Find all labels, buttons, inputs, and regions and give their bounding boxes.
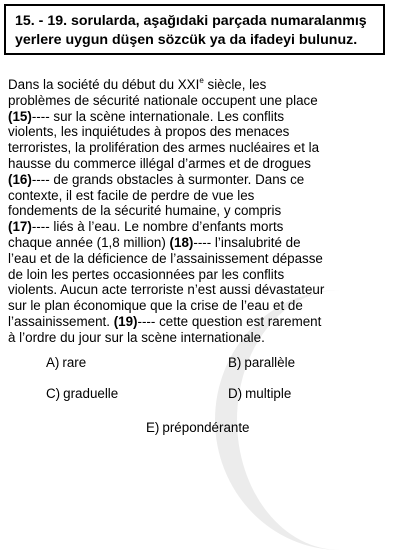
option-letter: B) [228,355,242,370]
passage-text-segment: l’assainissement. [8,313,114,329]
century-superscript: e [199,75,204,85]
passage-text-segment: ---- cette question est rarement [137,313,322,329]
passage-line: l’eau et de la déficience de l’assainissement dépasse [8,250,323,266]
option-d[interactable] [228,386,291,401]
passage-text-segment: ---- de grands obstacles à surmonter. Dans ce [31,171,305,187]
passage-line: fondements de la sécurité humaine, y compris [8,203,282,219]
passage-text-segment: ---- l’insalubrité de [193,234,301,250]
option-text: rare [62,355,87,370]
option-text: graduelle [63,386,119,401]
option-letter: C) [46,386,61,401]
passage-line: à l’ordre du jour sur la scène internationale. [8,329,265,345]
passage-line: problèmes de sécurité nationale occupent une place [8,92,318,108]
option-e[interactable] [146,420,250,435]
passage-text-segment: siècle, les [203,77,267,92]
option-b[interactable] [228,355,295,370]
blank-number-16: (16) [8,171,32,187]
passage-line: violents. Aucun acte terroriste n’est aussi dévastateur [8,282,325,298]
instruction-line-2: yerlere uygun düşen sözcük ya da ifadeyi bulunuz. [15,32,358,48]
passage-line: terroristes, la prolifération des armes nucléaires et la [8,140,320,156]
passage-line [8,77,388,93]
passage-text-segment: Dans la société du début du XXI [8,77,200,92]
blank-number-19: (19) [113,313,138,329]
passage-line [8,172,388,188]
passage-line: contexte, il est facile de perdre de vue les [8,187,255,203]
option-text: prépondérante [162,420,250,435]
option-c[interactable] [46,386,118,401]
passage-line: hausse du commerce illégal d’armes et de drogues [8,155,311,171]
blank-number-18: (18) [169,234,194,250]
blank-number-15: (15) [8,108,32,124]
passage-line [8,314,388,330]
passage-text-segment: ---- sur la scène internationale. Les conflits [31,108,285,124]
option-text: parallèle [244,355,296,370]
instruction-line-1: 15. - 19. sorularda, aşağıdaki parçada numaralanmış [15,13,367,29]
passage-text [8,77,388,346]
passage-line: sur le plan économique que la crise de l’eau et de [8,298,303,314]
option-letter: E) [146,420,160,435]
passage-line [8,109,388,125]
passage-text-segment: ---- liés à l’eau. Le nombre d’enfants morts [31,219,284,235]
passage-line: de loin les pertes occasionnées par les conflits [8,266,285,282]
passage-text-segment: chaque année (1,8 million) [8,234,170,250]
option-text: multiple [245,386,292,401]
instruction-box [4,4,385,55]
passage-line [8,235,388,251]
blank-number-17: (17) [8,219,32,235]
passage-line: violents, les inquiétudes à propos des menaces [8,124,290,140]
option-letter: D) [228,386,243,401]
passage-line [8,219,388,235]
option-letter: A) [46,355,60,370]
option-a[interactable] [46,355,86,370]
